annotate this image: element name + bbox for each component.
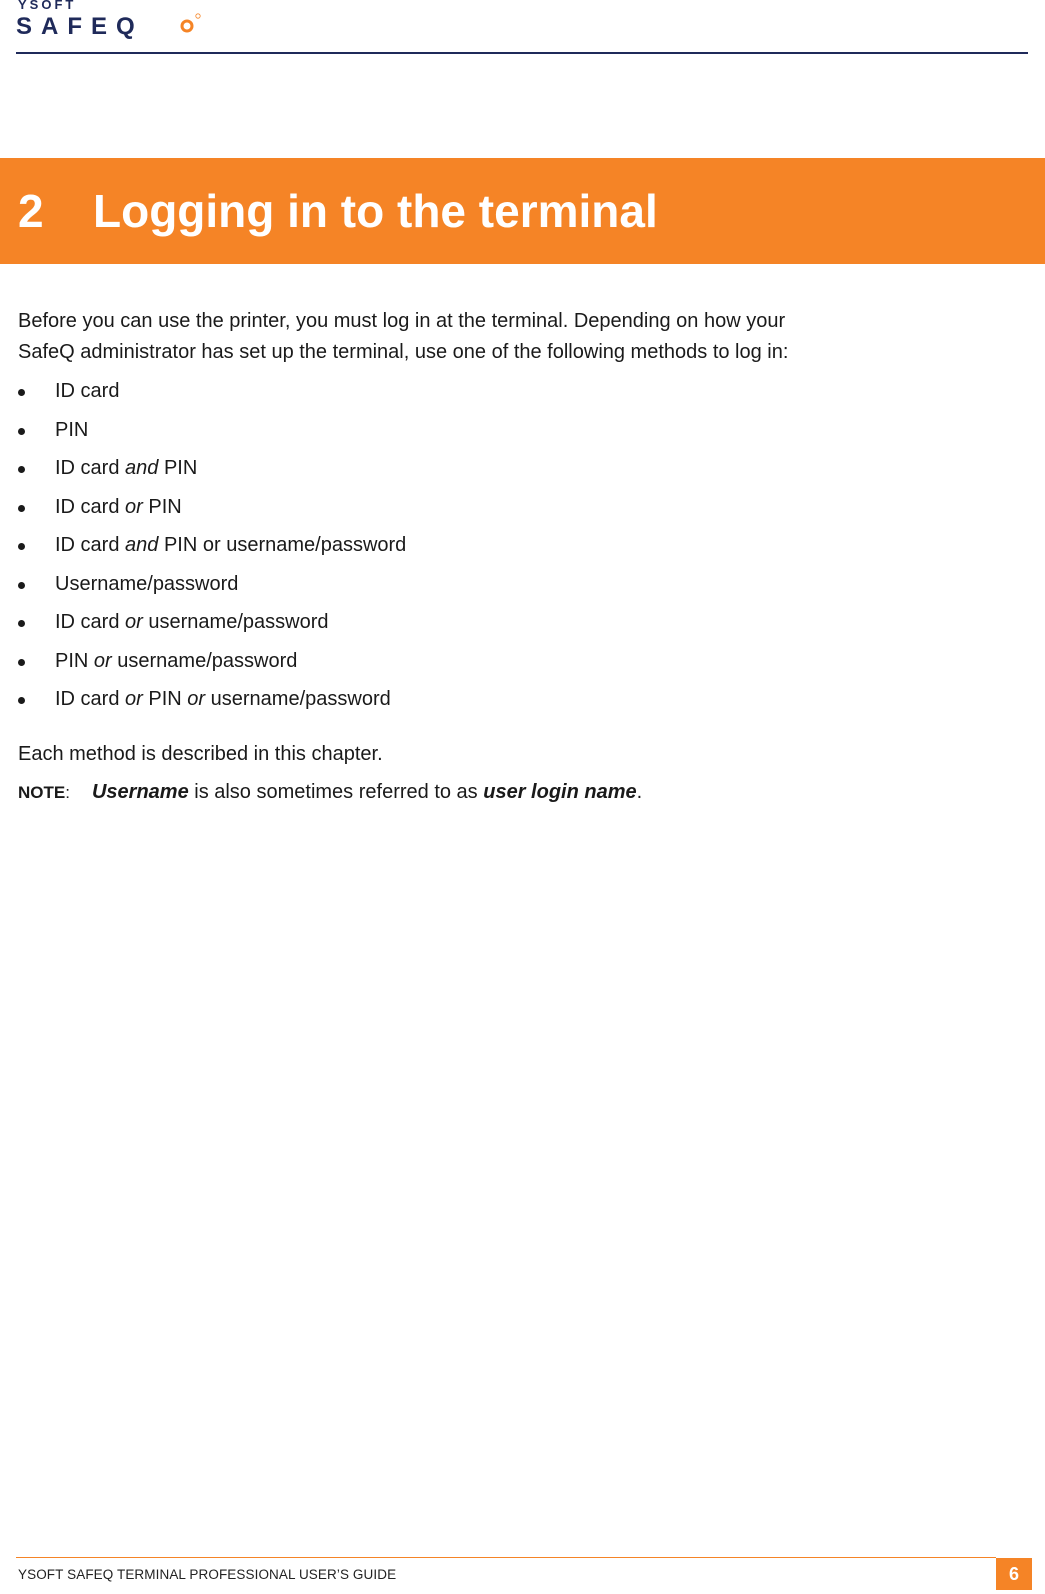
footer-rule	[16, 1557, 996, 1558]
login-method-item	[18, 603, 918, 642]
login-methods-list	[18, 372, 918, 719]
note-term: Username	[91, 780, 189, 803]
method-text: ID card	[55, 534, 126, 556]
method-text: ID card	[55, 688, 126, 710]
logo-main-text: SAFEQ	[16, 13, 144, 40]
method-text: username/password	[111, 649, 298, 672]
header-rule	[16, 52, 1028, 54]
login-method-item	[18, 411, 918, 450]
method-text: PIN or username/password	[158, 534, 407, 556]
footer-title: YSOFT SAFEQ TERMINAL PROFESSIONAL USER’S GUIDE	[18, 1567, 397, 1582]
note-end: .	[636, 780, 643, 803]
login-method-item	[18, 372, 918, 411]
login-method-item	[18, 680, 918, 719]
bullet-icon	[18, 543, 25, 550]
page-number-badge: 6	[996, 1558, 1032, 1590]
method-text: username/password	[142, 611, 329, 633]
method-emphasis: or	[125, 495, 143, 518]
bullet-icon	[18, 505, 25, 512]
login-method-item	[18, 488, 918, 527]
note-alias: user login name	[483, 780, 637, 803]
main-content	[18, 306, 918, 808]
method-emphasis: or	[187, 688, 206, 710]
note-label: NOTE	[18, 782, 66, 802]
chapter-title: Logging in to the terminal	[93, 185, 658, 237]
bullet-icon	[18, 428, 25, 435]
method-emphasis: or	[125, 688, 143, 710]
intro-line-2: SafeQ administrator has set up the terminal, use one of the following methods to log in:	[18, 341, 789, 363]
note-middle-text: is also sometimes referred to as	[188, 780, 484, 803]
method-text: PIN	[142, 688, 188, 710]
bullet-icon	[18, 697, 25, 704]
method-text: ID card	[55, 457, 126, 479]
method-text: PIN	[142, 495, 182, 518]
method-emphasis: and	[125, 534, 159, 556]
bullet-icon	[18, 659, 25, 666]
method-text: ID card	[55, 380, 120, 402]
login-method-item	[18, 565, 918, 604]
method-text: PIN	[158, 457, 198, 479]
intro-line-1: Before you can use the printer, you must log in at the terminal. Depending on how your	[18, 310, 786, 332]
chapter-banner	[0, 158, 1045, 264]
intro-paragraph	[18, 306, 918, 368]
bullet-icon	[18, 466, 25, 473]
method-emphasis: and	[125, 457, 159, 479]
method-emphasis: or	[93, 649, 112, 672]
login-method-item	[18, 526, 918, 565]
registered-mark-icon	[196, 14, 200, 18]
method-text: ID card	[55, 611, 126, 633]
method-text: Username/password	[55, 572, 239, 595]
login-method-item	[18, 642, 918, 681]
chapter-number: 2	[18, 185, 44, 237]
bullet-icon	[18, 389, 25, 396]
method-text: PIN	[55, 418, 89, 441]
method-text: username/password	[205, 688, 391, 710]
closing-paragraph: Each method is described in this chapter.	[18, 742, 383, 765]
method-text: ID card	[55, 495, 126, 518]
logo-dot	[182, 21, 192, 31]
ysoft-safeq-logo	[16, 0, 206, 40]
note-paragraph	[18, 777, 918, 808]
bullet-icon	[18, 620, 25, 627]
bullet-icon	[18, 582, 25, 589]
method-text: PIN	[55, 649, 94, 672]
note-colon: :	[65, 782, 70, 802]
login-method-item	[18, 449, 918, 488]
method-emphasis: or	[125, 611, 143, 633]
logo-top-text: YSOFT	[18, 0, 77, 12]
